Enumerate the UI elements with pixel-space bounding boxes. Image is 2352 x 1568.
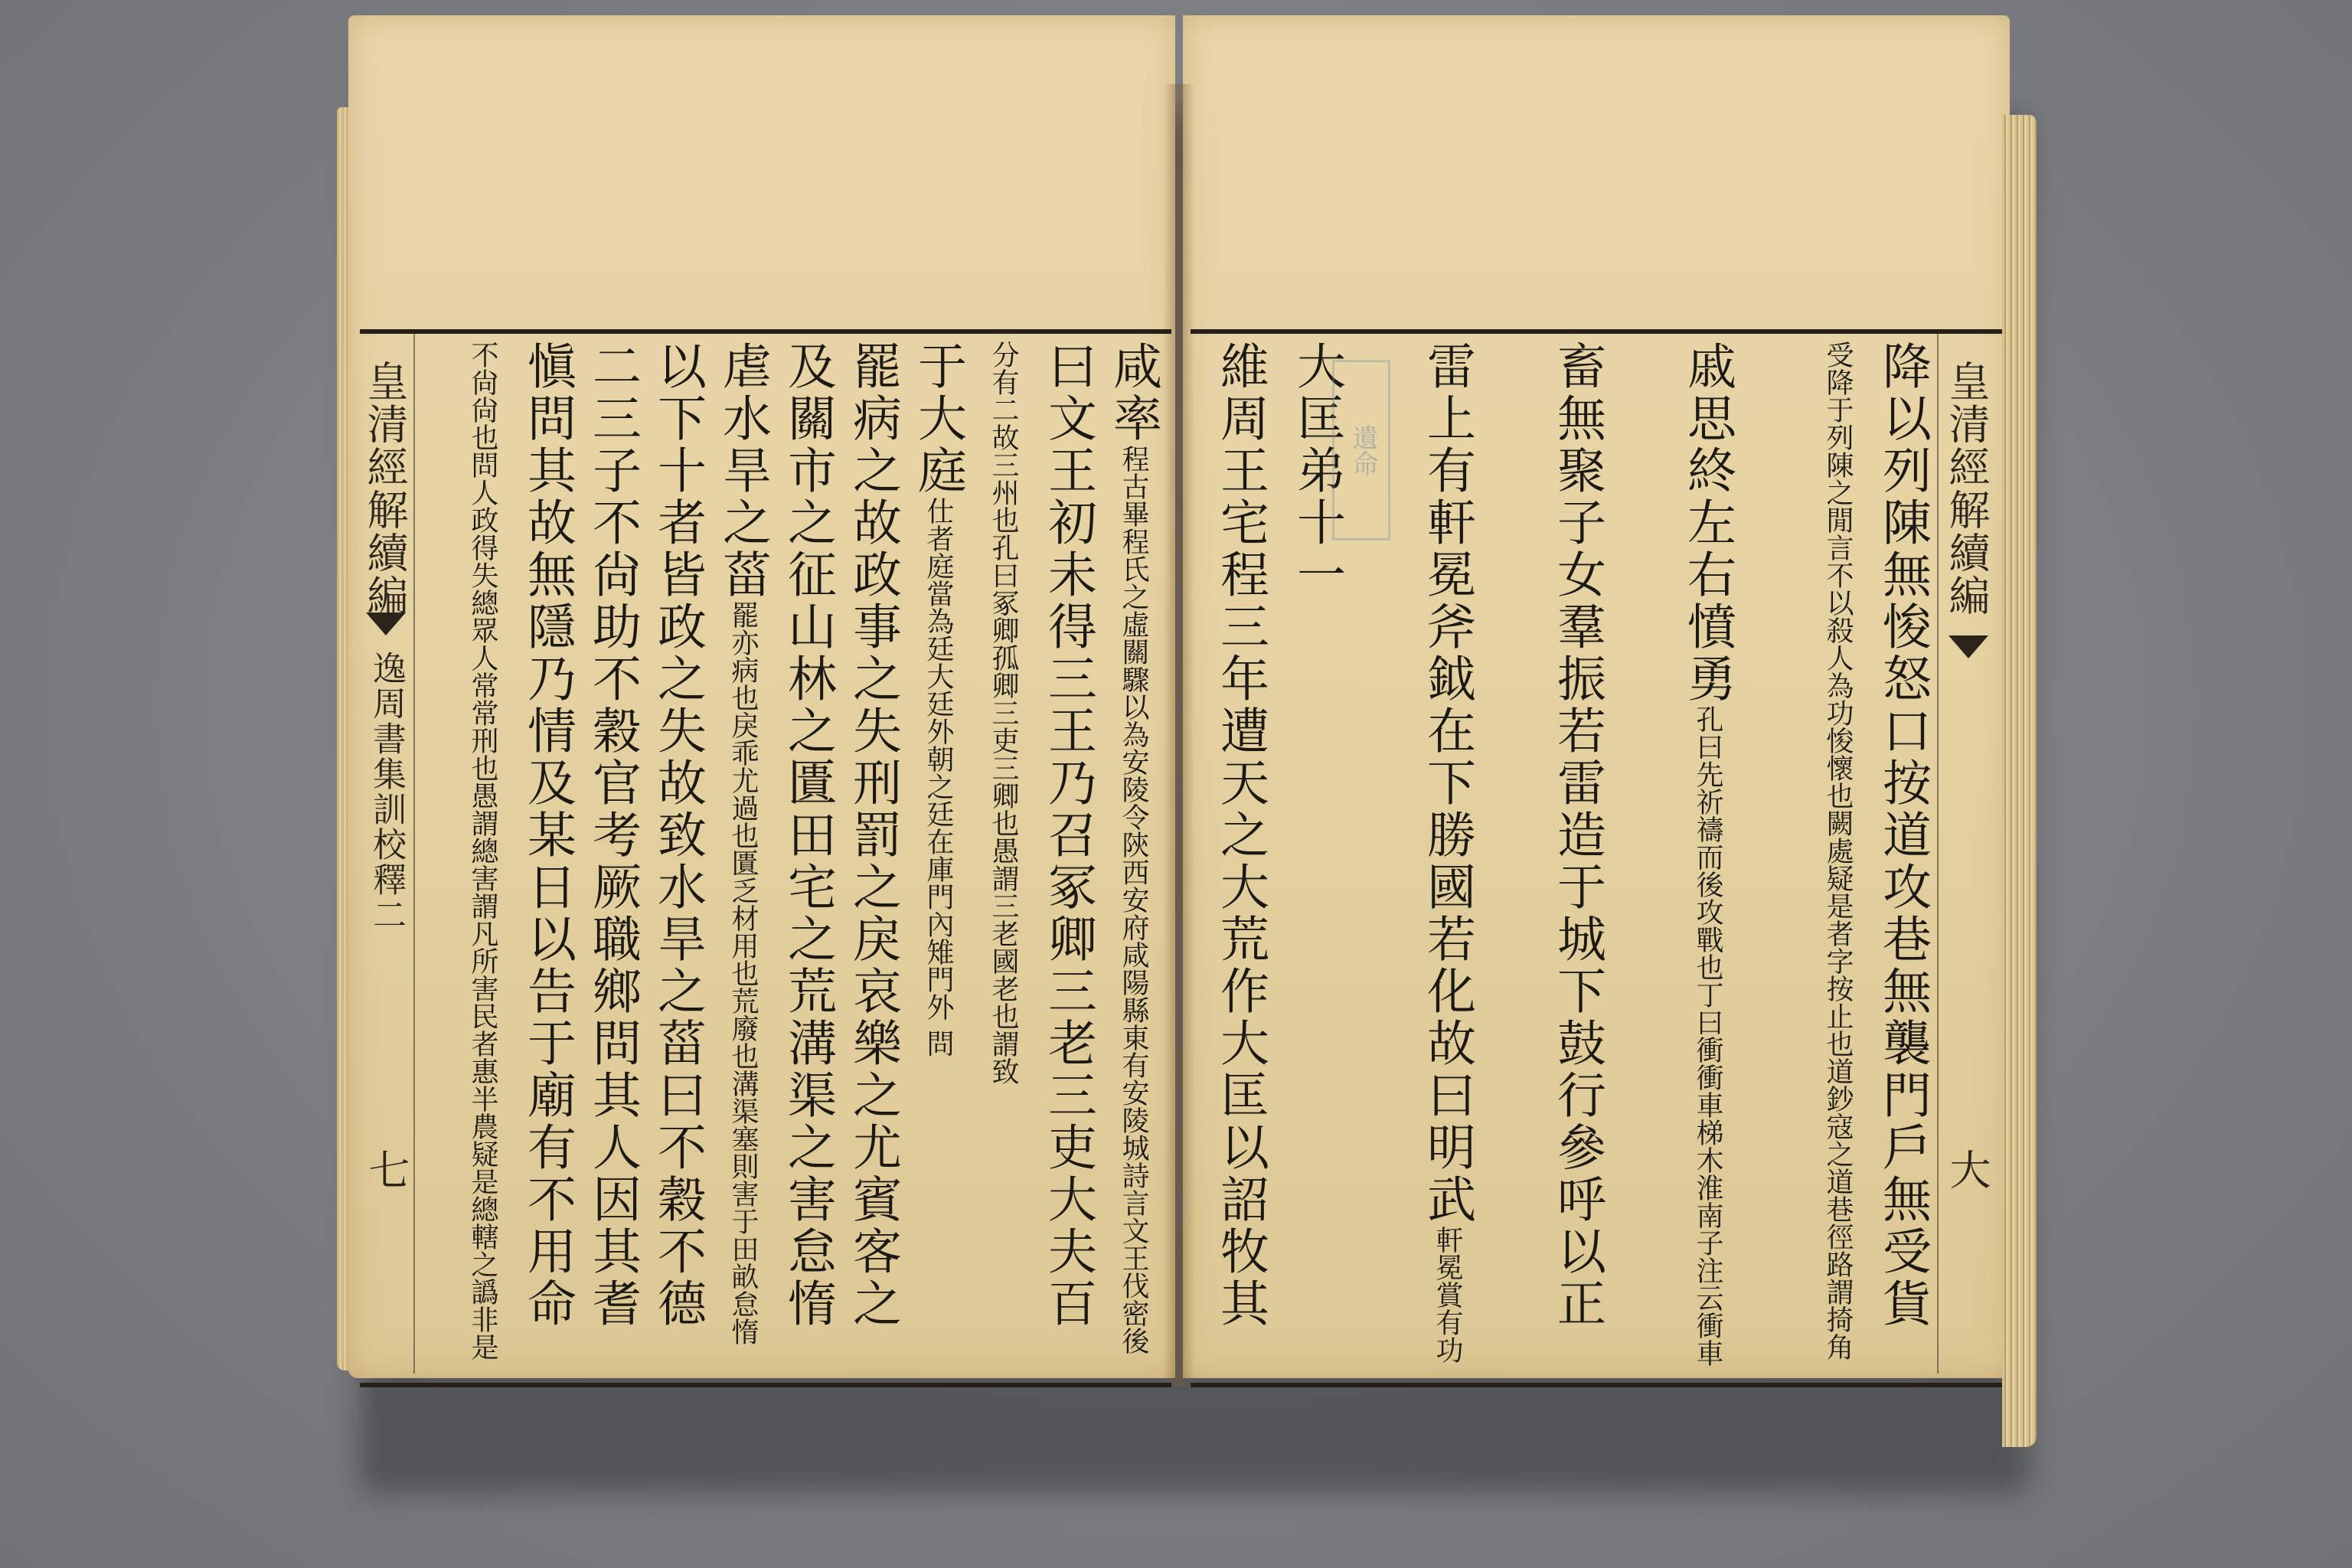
annotation-text: 不尙尙也問人政得失總眾人常常刑也愚謂總害謂凡所害民者惠半農疑是總轄之譌非是 — [467, 341, 498, 1361]
right-page-number: 大 — [1943, 1148, 1991, 1191]
left-column-2 — [1037, 341, 1099, 1367]
faded-stamp: 遺命 — [1332, 360, 1390, 541]
left-page-number: 七 — [362, 1148, 410, 1191]
left-margin-subtitle: 逸周書集訓校釋二 — [367, 651, 406, 933]
main-text: 維周王宅程三年遭天之大荒作大匡以詔牧其 — [1212, 341, 1269, 1330]
main-text: 畜無聚子女羣振若雷造于城下鼓行參呼以正 — [1549, 341, 1606, 1330]
right-column-2 — [1807, 341, 1868, 1367]
left-column-1 — [1102, 341, 1164, 1367]
main-text: 雷上有軒冕斧鉞在下勝國若化故曰明武 — [1419, 341, 1475, 1226]
main-text: 降以列陳無悛怒口按道攻巷無襲門戶無受貨 — [1874, 341, 1931, 1330]
left-fishtail-mark — [366, 612, 406, 635]
left-column-6 — [777, 341, 838, 1367]
main-text: 于大庭 — [910, 341, 966, 497]
right-column-7 — [1210, 341, 1271, 1367]
right-fishtail-mark — [1949, 635, 1988, 658]
main-text: 虐水旱之菑 — [714, 341, 771, 601]
annotation-text: 程古畢程氏之虛關驟以為安陵令陝西安府咸陽縣東有安陵城詩言文王伐密後 — [1118, 445, 1149, 1354]
right-column-3 — [1677, 341, 1738, 1367]
annotation-text: 仕者庭當為廷大廷外朝之廷在庫門內雉門外 問 — [923, 497, 954, 1057]
column-rule — [1937, 334, 1939, 1374]
left-column-3 — [972, 341, 1034, 1367]
left-column-4 — [907, 341, 969, 1367]
left-column-10 — [517, 341, 578, 1367]
main-text: 咸率 — [1105, 341, 1161, 445]
right-page-edges — [2002, 115, 2037, 1447]
main-text: 罷病之故政事之失刑罰之戾哀樂之尤賓客之 — [844, 341, 901, 1330]
annotation-text: 孔曰先祈禱而後攻戰也丁曰衝衝車梯木淮南子注云衝車 — [1692, 705, 1723, 1367]
main-text: 愼問其故無隱乃情及某日以告于廟有不用命 — [519, 341, 576, 1330]
left-column-7 — [712, 341, 773, 1367]
chapter-heading: 大匡弟十一 — [1289, 341, 1345, 601]
right-column-4 — [1547, 341, 1608, 1367]
main-text: 及關市之征山林之匱田宅之荒溝渠之害怠惰 — [779, 341, 836, 1330]
annotation-text: 軒冕賞有功 — [1432, 1226, 1463, 1364]
right-margin-title: 皇清經解續編 — [1942, 360, 1991, 617]
main-text: 二三子不尙助不穀官考厥職鄉問其人因其耆 — [584, 341, 641, 1330]
main-text: 曰文王初未得三王乃召冢卿三老三吏大夫百 — [1040, 341, 1096, 1330]
left-column-9 — [582, 341, 643, 1367]
main-text: 戚思終左右憤勇 — [1679, 341, 1736, 705]
annotation-text: 受降于列陳之閒言不以殺人為功悛懷也闕處疑是者字按止也道鈔寇之道巷徑路謂掎角 — [1822, 341, 1854, 1361]
annotation-text: 罷亦病也戾乖尤過也匱乏材用也荒廢也溝渠塞則害于田畝怠惰 — [727, 601, 759, 1345]
main-text: 以下十者皆政之失故致水旱之菑曰不穀不德 — [649, 341, 706, 1330]
left-margin-title: 皇清經解續編 — [361, 360, 409, 617]
annotation-text: 分有二故三州也孔曰冢卿孤卿三吏三卿也愚謂三老國老也謂致 — [988, 341, 1019, 1085]
left-column-5 — [842, 341, 903, 1367]
right-column-5 — [1416, 341, 1478, 1367]
right-column-1 — [1872, 341, 1933, 1367]
column-rule — [413, 334, 415, 1374]
left-column-11 — [452, 341, 513, 1367]
left-column-8 — [647, 341, 708, 1367]
